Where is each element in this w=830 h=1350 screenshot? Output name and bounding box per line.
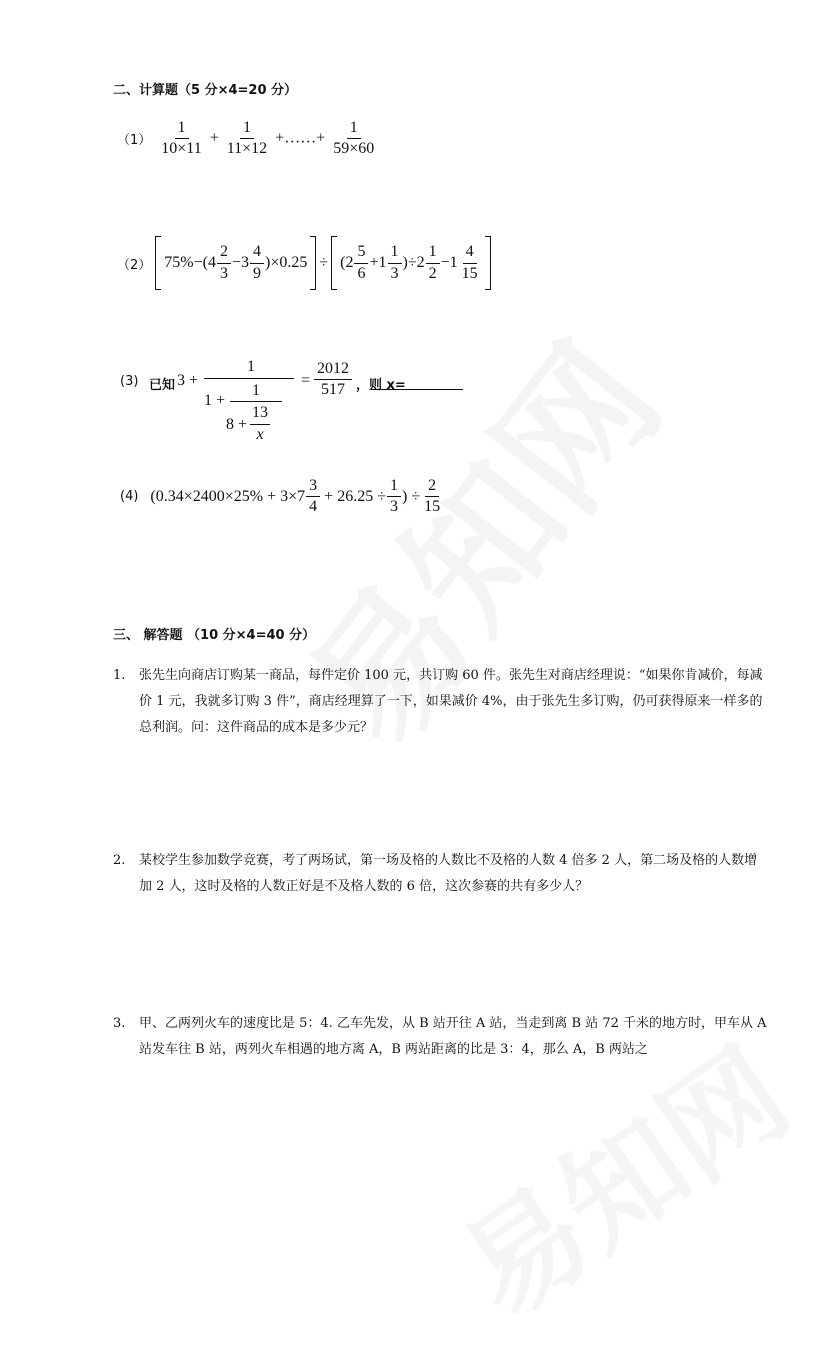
q3-numerator-3: 13 bbox=[252, 404, 268, 421]
q2-label: （2） bbox=[117, 257, 152, 273]
problem-1-text: 张先生向商店订购某一商品，每件定价 100 元，共订购 60 件。张先生对商店经理说：“如果你肯减价，每减价 1 元，我就多订购 3 件”，商店经理算了一下，如果减价 4%，由于张先生多订购，仍可获得原来一样多的总利润。问：这件商品的成本是多少元？ bbox=[139, 668, 763, 735]
problem-3-number: 3. bbox=[113, 1016, 126, 1031]
question-2 bbox=[117, 236, 491, 290]
q3-fraction-bar-1 bbox=[204, 378, 294, 379]
q1-fraction-2: $\frac{1}{11\times 12}$ bbox=[226, 119, 268, 158]
q1-fraction-1: $\frac{1}{10\times 11}$ bbox=[161, 119, 202, 158]
section3-title: 三、 解答题 （10 分×4=40 分） bbox=[113, 628, 316, 643]
problem-2-text: 某校学生参加数学竞赛，考了两场试，第一场及格的人数比不及格的人数 4 倍多 2 人，第二场及格的人数增加 2 人，这时及格的人数正好是不及格人数的 6 倍，这次参赛的共有多少人？ bbox=[139, 853, 758, 894]
q3-numerator-1: 1 bbox=[247, 358, 255, 375]
q3-one-plus: 1 + bbox=[204, 392, 226, 409]
q1-label: （1） bbox=[117, 133, 152, 149]
question-3 bbox=[120, 358, 520, 452]
q3-fraction-bar-3 bbox=[250, 424, 270, 425]
problem-3-text: 甲、乙两列火车的速度比是 5：4. 乙车先发，从 B 站开往 A 站，当走到离 B 站 72 千米的地方时，甲车从 A 站发车往 B 站，两列火车相遇的地方离 A，B 两站距离的比是 3：4，那么 A，B 两站之 bbox=[139, 1016, 767, 1057]
problem-1-number: 1. bbox=[113, 668, 126, 683]
q3-eight-plus: 8 + bbox=[226, 416, 248, 433]
q2-expression: 75% −(4 $\frac{2}{3}$ −3 $\frac{4}{9}$ )×0.25 ÷ (2 $\frac{5}{6}$ +1 $\frac{1}{3}$ )÷2 $\frac{1}{2}$ −1 $\frac{4}{15}$ bbox=[155, 236, 490, 290]
left-square-bracket bbox=[155, 236, 161, 290]
question-4 bbox=[120, 477, 444, 517]
q3-fraction-bar-2 bbox=[230, 401, 282, 402]
q3-x: x bbox=[256, 426, 264, 443]
q3-known: 已知 bbox=[149, 378, 176, 393]
q3-then: ，则 x= bbox=[356, 378, 406, 393]
right-square-bracket-2 bbox=[485, 236, 491, 290]
left-square-bracket-2 bbox=[331, 236, 337, 290]
section2-title: 二、计算题（5 分×4=20 分） bbox=[113, 83, 298, 98]
q3-answer-blank[interactable] bbox=[371, 375, 463, 390]
q3-numerator-2: 1 bbox=[252, 382, 260, 399]
q1-expression: $\frac{1}{10\times 11}$ + $\frac{1}{11\times 12}$ +……+ $\frac{1}{59\times 60}$ bbox=[157, 119, 378, 159]
q4-expression: (0.34×2400×25% + 3×7 $\frac{3}{4}$ + 26.25 ÷ $\frac{1}{3}$ ) ÷ $\frac{2}{15}$ bbox=[150, 477, 441, 516]
q3-label: (3) bbox=[120, 374, 139, 389]
right-square-bracket bbox=[310, 236, 316, 290]
problem-2-number: 2. bbox=[113, 853, 126, 868]
q3-three-plus: 3 + bbox=[177, 372, 199, 389]
q3-result-fraction: $\frac{2012}{517}$ bbox=[313, 360, 353, 400]
q3-equals: = bbox=[301, 372, 311, 389]
q4-label: (4) bbox=[120, 489, 139, 505]
question-1 bbox=[117, 119, 378, 159]
q1-fraction-3: $\frac{1}{59\times 60}$ bbox=[333, 119, 375, 158]
